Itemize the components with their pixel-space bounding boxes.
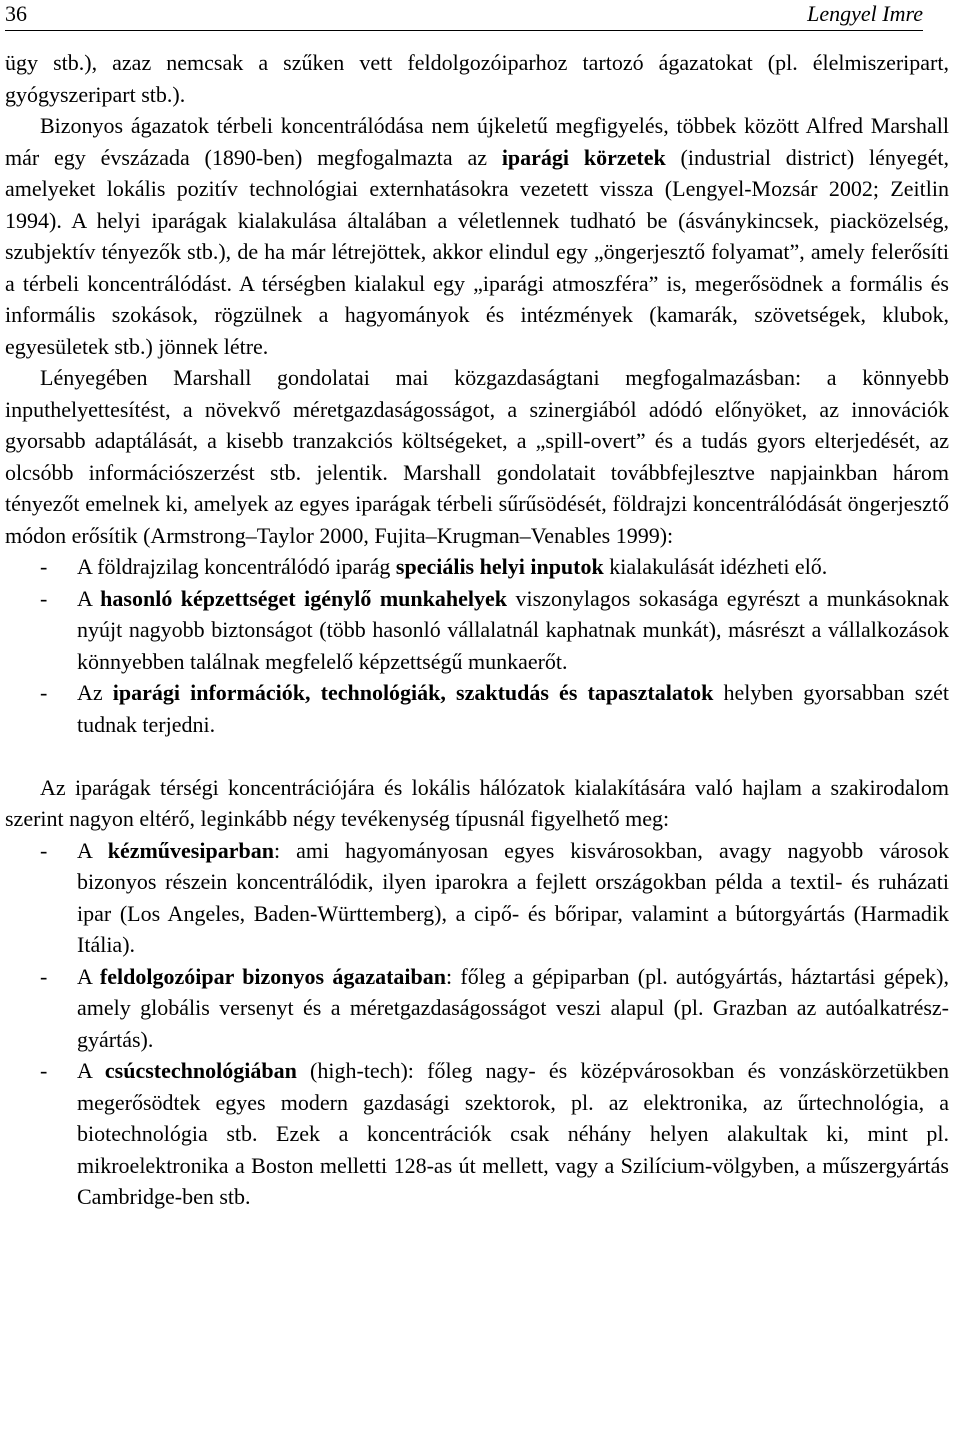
dash-marker: - [40,963,48,989]
bold-term: kézművesiparban [107,837,274,863]
dash-marker: - [40,837,48,863]
bold-term: iparági információk, technológiák, szaktudás és tapasztalatok [112,680,714,705]
text-span: (high-tech): főleg nagy- és középvárosokban és vonzáskörzetükben megerősödtek egyes modern gazdasági szektorok, pl. az elektronika, az űrtechnológia, a biotechnológia stb. Ezek a koncentrációk csak néhány helyen alakultak ki, mint pl. mikroelektronika a Boston melletti 128-as út mellett, vagy a Szilícium-völgyben, a műszergyártás Cambridge-ben stb. [77,1058,949,1209]
text-span: kialakulását idézheti elő. [603,554,828,579]
list-item [5,583,949,678]
paragraph-types: Az iparágak térségi koncentrációjára és lokális hálózatok kialakítására való hajlam a szakirodalom szerint nagyon eltérő, leginkább négy tevékenység típusnál figyelhető meg: [5,774,949,831]
page-header [5,0,923,31]
dash-marker: - [40,585,48,611]
running-head: Lengyel Imre [807,1,923,26]
bold-term: feldolgozóipar bizonyos ágazataiban [99,963,447,989]
bold-term: hasonló képzettséget igénylő munkahelyek [100,585,507,611]
dash-marker: - [40,554,48,579]
factor-list [5,551,949,740]
dash-marker: - [40,1058,48,1083]
list-item [5,835,949,961]
list-item [5,1055,949,1213]
text-span: A [77,585,101,611]
bold-term: speciális helyi inputok [395,554,604,579]
text-span: A [77,1058,105,1083]
text-span: : főleg a gépiparban (pl. autógyártás, háztartási gépek), amely globális versenyt és a méretgazdaságosságot veszi alapul (pl. Grazban az autóalkatrész-gyártás). [77,963,949,1052]
text-span: viszonylagos sokasága egyrészt a munkásoknak nyújt nagyobb biztonságot (több hasonló vállalatnál kaphatnak munkát), másrészt a vállalkozások könnyebben találnak megfelelő képzettségű munkaerőt. [77,585,949,674]
text-span: A földrajzilag koncentrálódó iparág [77,554,396,579]
text-span: Bizonyos ágazatok térbeli koncentrálódása nem újkeletű megfigyelés, többek között Alfred Marshall már egy évszázada (1890-ben) megfogalmazta az [5,113,949,170]
activity-type-list [5,835,949,1213]
paragraph-marshall [5,110,949,362]
page-number: 36 [5,1,27,26]
text-span: helyben gyorsabban szét tudnak terjedni. [77,680,950,737]
list-item [5,961,949,1056]
list-item [5,677,949,740]
page-body [5,47,949,1213]
list-item [5,551,949,583]
text-span: Az [77,680,113,705]
text-span: A [77,837,108,863]
paragraph-continued: ügy stb.), azaz nemcsak a szűken vett feldolgozóiparhoz tartozó ágazatokat (pl. élelmiszeripart, gyógyszeripart stb.). [5,50,949,107]
text-span: (industrial district) lényegét, amelyeket lokális pozitív technológiai externhatásokra vezetett vissza (Lengyel-Mozsár 2002; Zeitlin 1994). A helyi iparágak kialakulása általában a véletlennek tudható be (ásványkincsek, piacközelség, szubjektív tényezők stb.), de ha már létrejöttek, akkor elindul egy „öngerjesztő folyamat”, amely felerősíti a térbeli koncentrálódást. A térségben kialakul egy „iparági atmoszféra” is, megerősödnek a formális és informális szokások, rögzülnek a hagyományok és intézmények (kamarák, szövetségek, klubok, egyesületek stb.) jönnek létre. [5,144,949,359]
text-span: : ami hagyományosan egyes kisvárosokban, avagy nagyobb városok bizonyos részein koncentrálódik, ilyen iparokra a fejlett országokban példa a textil- és ruházati ipar (Los Angeles, Baden-Württemberg), a cipő- és bőripar, valamint a bútorgyártás (Harmadik Itália). [77,837,949,957]
bold-term: iparági körzetek [501,144,666,170]
bold-term: csúcstechnológiában [104,1058,297,1083]
text-span: A [77,963,100,989]
paragraph-essence: Lényegében Marshall gondolatai mai közgazdaságtani megfogalmazásban: a könnyebb inputhelyettesítést, a növekvő méretgazdaságosságot, a szinergiából adódó előnyöket, az innovációk gyorsabb adaptálását, a kisebb tranzakciós költségeket, a „spill-overt” és a tudás gyors elterjedését, az olcsóbb információszerzést stb. jelentik. Marshall gondolatait továbbfejlesztve napjainkban három tényezőt emelnek ki, amelyek az egyes iparágak térbeli sűrűsödését, földrajzi koncentrálódását öngerjesztő módon erősítik (Armstrong–Taylor 2000, Fujita–Krugman–Venables 1999): [5,365,949,548]
dash-marker: - [40,680,48,705]
paragraph-gap [5,740,949,772]
